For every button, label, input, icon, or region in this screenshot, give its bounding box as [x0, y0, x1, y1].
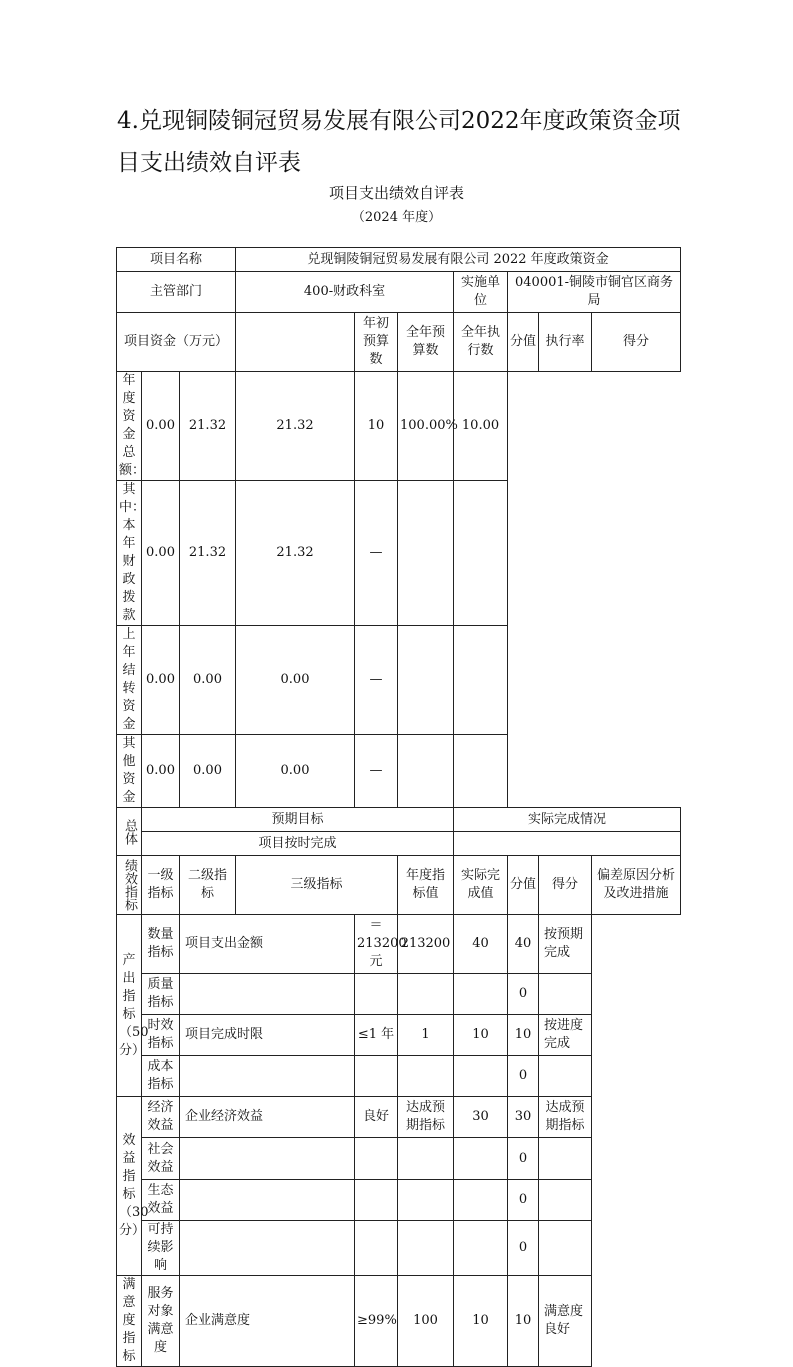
fund-value: 0.00 [142, 372, 180, 481]
fund-value: 0.00 [236, 735, 355, 808]
fund-value [454, 626, 508, 735]
actual-value: 100 [398, 1276, 454, 1367]
fund-value: 21.32 [236, 481, 355, 626]
score: 0 [508, 974, 539, 1015]
header: 得分 [592, 313, 681, 372]
table-title: 项目支出绩效自评表 [328, 184, 464, 202]
fund-value [398, 481, 454, 626]
perf-row [117, 915, 681, 974]
level3-indicator [180, 974, 355, 1015]
level3-indicator [180, 1180, 355, 1221]
level3-indicator: 项目完成时限 [180, 1015, 355, 1056]
fund-value: 21.32 [180, 372, 236, 481]
weight [454, 1056, 508, 1097]
header: 执行率 [539, 313, 592, 372]
deviation-note [539, 1221, 592, 1276]
header: 全年执行数 [454, 313, 508, 372]
overall-row [117, 832, 681, 856]
score: 10 [508, 1015, 539, 1056]
fund-value: 0.00 [236, 626, 355, 735]
target-value [355, 1221, 398, 1276]
fund-value: 10.00 [454, 372, 508, 481]
header: 实际完成情况 [454, 808, 681, 832]
header: 偏差原因分析及改进措施 [592, 856, 681, 915]
header: 年初预算数 [355, 313, 398, 372]
perf-row [117, 1180, 681, 1221]
level3-indicator: 项目支出金额 [180, 915, 355, 974]
actual-value: 213200 [398, 915, 454, 974]
target-value: ≥99% [355, 1276, 398, 1367]
fund-value: 21.32 [180, 481, 236, 626]
funds-label: 项目资金（万元） [117, 313, 236, 372]
level2-indicator: 数量指标 [142, 915, 180, 974]
weight [454, 1138, 508, 1180]
fund-type: 年度资金总额： [117, 372, 142, 481]
weight: 10 [454, 1276, 508, 1367]
weight [454, 1180, 508, 1221]
fund-value [454, 481, 508, 626]
fund-type: 上年结转资金 [117, 626, 142, 735]
label: 实施单位 [454, 272, 508, 313]
fund-type: 其中：本年财政拨款 [117, 481, 142, 626]
deviation-note [539, 1056, 592, 1097]
level2-indicator: 社会效益 [142, 1138, 180, 1180]
header: 二级指标 [180, 856, 236, 915]
funds-row [117, 481, 681, 626]
header: 分值 [508, 856, 539, 915]
actual-value [398, 1056, 454, 1097]
deviation-note [539, 1138, 592, 1180]
target-value [355, 974, 398, 1015]
target-value [355, 1056, 398, 1097]
fund-value [398, 626, 454, 735]
deviation-note: 按进度完成 [539, 1015, 592, 1056]
fund-value: 0.00 [142, 735, 180, 808]
level2-indicator: 质量指标 [142, 974, 180, 1015]
perf-header-row [117, 856, 681, 915]
fund-value: — [355, 626, 398, 735]
fund-value: 0.00 [142, 481, 180, 626]
deviation-note: 按预期完成 [539, 915, 592, 974]
project-name-row [117, 248, 681, 272]
level3-indicator [180, 1138, 355, 1180]
overall-header-row [117, 808, 681, 832]
deviation-note [539, 974, 592, 1015]
score: 0 [508, 1221, 539, 1276]
actual-value [398, 974, 454, 1015]
actual-value: 达成预期指标 [398, 1097, 454, 1138]
perf-row [117, 1221, 681, 1276]
level1-indicator: 产出指标（50分） [117, 915, 142, 1097]
header: 年度指标值 [398, 856, 454, 915]
dept: 400-财政科室 [236, 272, 454, 313]
fund-value: — [355, 735, 398, 808]
document-heading: 4.兑现铜陵铜冠贸易发展有限公司2022年度政策资金项目支出绩效自评表 [117, 108, 681, 176]
funds-row [117, 626, 681, 735]
header: 三级指标 [236, 856, 398, 915]
project-name: 兑现铜陵铜冠贸易发展有限公司 2022 年度政策资金 [236, 248, 681, 272]
target-value: 良好 [355, 1097, 398, 1138]
dept-row [117, 272, 681, 313]
level1-indicator: 效益指标（30分） [117, 1097, 142, 1276]
actual-value [398, 1221, 454, 1276]
deviation-note: 满意度良好 [539, 1276, 592, 1367]
target-value [355, 1138, 398, 1180]
expected-goal: 项目按时完成 [142, 832, 454, 856]
level2-indicator: 经济效益 [142, 1097, 180, 1138]
level2-indicator: 可持续影响 [142, 1221, 180, 1276]
fund-value: 21.32 [236, 372, 355, 481]
score: 30 [508, 1097, 539, 1138]
level3-indicator: 企业经济效益 [180, 1097, 355, 1138]
level3-indicator [180, 1056, 355, 1097]
level2-indicator: 成本指标 [142, 1056, 180, 1097]
fund-value: 100.00% [398, 372, 454, 481]
deviation-note [539, 1180, 592, 1221]
perf-row [117, 974, 681, 1015]
header: 实际完成值 [454, 856, 508, 915]
table-year: （2024 年度） [351, 210, 442, 225]
actual-value [398, 1138, 454, 1180]
target-value: ≤1 年 [355, 1015, 398, 1056]
score: 0 [508, 1056, 539, 1097]
level3-indicator [180, 1221, 355, 1276]
level2-indicator: 时效指标 [142, 1015, 180, 1056]
blank [236, 313, 355, 372]
fund-value: 0.00 [142, 626, 180, 735]
target-value [355, 1180, 398, 1221]
score: 0 [508, 1180, 539, 1221]
header: 得分 [539, 856, 592, 915]
fund-value: — [355, 481, 398, 626]
funds-row [117, 372, 681, 481]
funds-row [117, 735, 681, 808]
fund-value: 0.00 [180, 626, 236, 735]
fund-type: 其他资金 [117, 735, 142, 808]
level3-indicator: 企业满意度 [180, 1276, 355, 1367]
deviation-note: 达成预期指标 [539, 1097, 592, 1138]
weight: 40 [454, 915, 508, 974]
score: 0 [508, 1138, 539, 1180]
header: 预期目标 [142, 808, 454, 832]
perf-row [117, 1276, 681, 1367]
weight: 10 [454, 1015, 508, 1056]
fund-value: 10 [355, 372, 398, 481]
header: 分值 [508, 313, 539, 372]
unit: 040001-铜陵市铜官区商务局 [508, 272, 681, 313]
header: 全年预算数 [398, 313, 454, 372]
weight: 30 [454, 1097, 508, 1138]
funds-header-row [117, 313, 681, 372]
perf-row [117, 1138, 681, 1180]
target-value: ＝213200元 [355, 915, 398, 974]
level2-indicator: 服务对象满意度 [142, 1276, 180, 1367]
label: 项目名称 [117, 248, 236, 272]
weight [454, 1221, 508, 1276]
fund-value [454, 735, 508, 808]
fund-value [398, 735, 454, 808]
perf-row [117, 1015, 681, 1056]
weight [454, 974, 508, 1015]
score: 10 [508, 1276, 539, 1367]
actual-value [398, 1180, 454, 1221]
overall-label: 总体 [117, 808, 142, 856]
perf-row [117, 1097, 681, 1138]
level2-indicator: 生态效益 [142, 1180, 180, 1221]
label: 主管部门 [117, 272, 236, 313]
perf-row [117, 1056, 681, 1097]
fund-value: 0.00 [180, 735, 236, 808]
header: 一级指标 [142, 856, 180, 915]
level1-indicator: 满意度指标 [117, 1276, 142, 1367]
actual-status [454, 832, 681, 856]
perf-label: 绩效指标 [117, 856, 142, 915]
actual-value: 1 [398, 1015, 454, 1056]
self-evaluation-table [116, 247, 681, 1367]
score: 40 [508, 915, 539, 974]
